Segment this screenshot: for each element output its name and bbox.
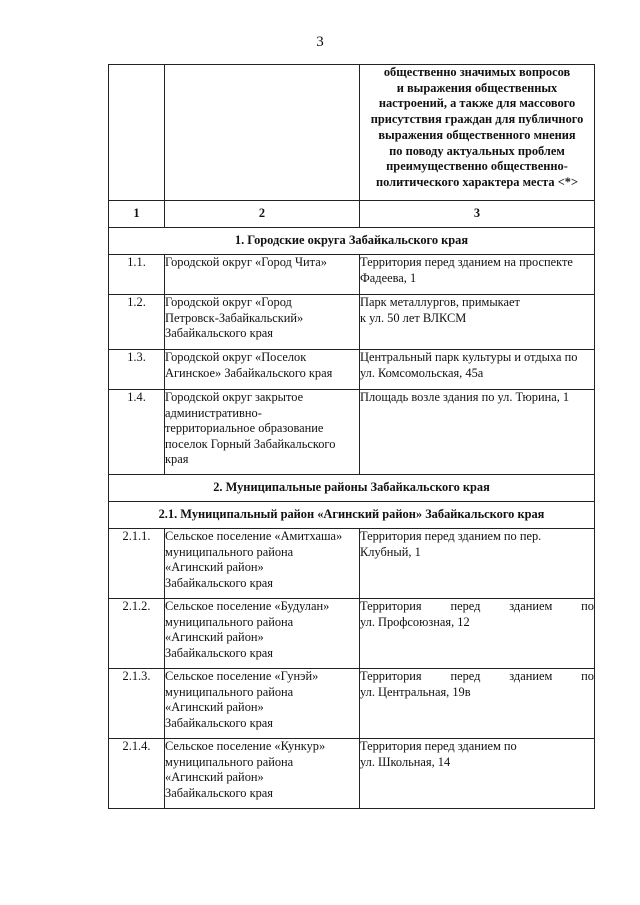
municipality-line: Забайкальского края <box>165 326 273 340</box>
row-number: 1.3. <box>109 350 165 390</box>
municipality-cell <box>165 669 360 739</box>
municipality-line: муниципального района <box>165 544 294 559</box>
header-text-line: выражения общественного мнения <box>378 127 576 142</box>
column-number-row <box>109 201 595 228</box>
place-word: Территория <box>360 669 422 683</box>
municipality-line: Агинское» Забайкальского края <box>165 365 333 380</box>
section-title: 1. Городские округа Забайкальского края <box>109 228 595 255</box>
municipality-cell <box>165 295 360 350</box>
row-number: 1.2. <box>109 295 165 350</box>
municipality-line: поселок Горный Забайкальского <box>165 436 336 451</box>
header-cell-2 <box>165 65 360 201</box>
municipality-line: Городской округ закрытое <box>165 390 304 404</box>
place-cell <box>360 390 595 475</box>
place-line: Фадеева, 1 <box>360 270 417 285</box>
place-word: перед <box>450 599 481 613</box>
municipality-line: Забайкальского края <box>165 645 273 660</box>
municipality-cell <box>165 255 360 295</box>
place-cell <box>360 529 595 599</box>
section-row <box>109 475 595 502</box>
municipality-line: Сельское поселение «Гунэй» <box>165 669 319 683</box>
header-cell-3 <box>360 65 595 201</box>
table-row <box>109 529 595 599</box>
place-line: Территория перед зданием по пер. <box>360 529 542 543</box>
section-row <box>109 228 595 255</box>
place-line: Территория перед зданием по <box>360 739 517 753</box>
subsection-row <box>109 502 595 529</box>
municipality-cell <box>165 599 360 669</box>
row-number: 2.1.2. <box>109 599 165 669</box>
header-text-line: по поводу актуальных проблем <box>389 143 565 158</box>
row-number: 2.1.4. <box>109 739 165 809</box>
place-line: ул. Профсоюзная, 12 <box>360 614 470 629</box>
place-word: перед <box>450 669 481 683</box>
row-number: 2.1.3. <box>109 669 165 739</box>
municipality-cell <box>165 390 360 475</box>
place-line: Площадь возле здания по ул. Тюрина, 1 <box>360 390 570 404</box>
municipality-line: муниципального района <box>165 684 294 699</box>
municipality-line: Городской округ «Город <box>165 295 292 309</box>
section-title: 2. Муниципальные районы Забайкальского края <box>109 475 595 502</box>
place-line: к ул. 50 лет ВЛКСМ <box>360 310 467 325</box>
place-line: ул. Комсомольская, 45а <box>360 365 484 380</box>
table-row <box>109 255 595 295</box>
table-row <box>109 739 595 809</box>
table-row <box>109 350 595 390</box>
municipality-line: Городской округ «Поселок <box>165 350 307 364</box>
table-row <box>109 669 595 739</box>
row-number: 1.4. <box>109 390 165 475</box>
header-text-line: преимущественно общественно- <box>386 159 568 174</box>
municipality-line: Забайкальского края <box>165 575 273 590</box>
municipality-line: «Агинский район» <box>165 630 264 644</box>
municipality-cell <box>165 350 360 390</box>
municipality-cell <box>165 739 360 809</box>
place-line: Клубный, 1 <box>360 544 421 559</box>
header-cell-1 <box>109 65 165 201</box>
place-line: ул. Центральная, 19в <box>360 684 471 699</box>
municipality-line: муниципального района <box>165 614 294 629</box>
place-line: ул. Школьная, 14 <box>360 754 451 769</box>
place-line: Центральный парк культуры и отдыха по <box>360 350 578 364</box>
place-cell <box>360 739 595 809</box>
header-row <box>109 65 595 201</box>
place-word: зданием <box>509 669 553 683</box>
municipality-line: Сельское поселение «Будулан» <box>165 599 330 613</box>
place-word: зданием <box>509 599 553 613</box>
places-table <box>108 64 595 809</box>
row-number: 1.1. <box>109 255 165 295</box>
header-text-line: общественно значимых вопросов <box>383 65 571 79</box>
table-row <box>109 599 595 669</box>
place-cell <box>360 599 595 669</box>
municipality-line: муниципального района <box>165 754 294 769</box>
municipality-cell <box>165 529 360 599</box>
municipality-line: «Агинский район» <box>165 560 264 574</box>
page-number: 3 <box>316 34 324 50</box>
header-text-line: присутствия граждан для публичного <box>370 112 584 127</box>
place-cell <box>360 350 595 390</box>
municipality-line: «Агинский район» <box>165 700 264 714</box>
municipality-line: края <box>165 452 189 466</box>
header-text-line: и выражения общественных <box>396 80 558 95</box>
municipality-line: Забайкальского края <box>165 785 273 800</box>
header-text-line: настроений, а также для массового <box>378 96 576 111</box>
column-number-3: 3 <box>360 201 595 228</box>
place-word: Территория <box>360 599 422 613</box>
place-line: Парк металлургов, примыкает <box>360 295 520 309</box>
place-word: по <box>581 599 594 613</box>
place-justified-line <box>360 599 594 615</box>
table-row <box>109 295 595 350</box>
municipality-line: «Агинский район» <box>165 770 264 784</box>
place-line: Территория перед зданием на проспекте <box>360 255 573 269</box>
table-row <box>109 390 595 475</box>
municipality-line: Сельское поселение «Кункур» <box>165 739 326 753</box>
place-cell <box>360 255 595 295</box>
place-cell <box>360 669 595 739</box>
municipality-line: административно- <box>165 405 262 420</box>
municipality-line: территориальное образование <box>165 421 324 435</box>
column-number-2: 2 <box>165 201 360 228</box>
subsection-title: 2.1. Муниципальный район «Агинский район» Забайкальского края <box>109 502 595 529</box>
place-justified-line <box>360 669 594 685</box>
municipality-line: Петровск-Забайкальский» <box>165 310 304 325</box>
municipality-line: Забайкальского края <box>165 715 273 730</box>
column-number-1: 1 <box>109 201 165 228</box>
place-cell <box>360 295 595 350</box>
row-number: 2.1.1. <box>109 529 165 599</box>
municipality-line: Сельское поселение «Амитхаша» <box>165 529 343 543</box>
municipality-line: Городской округ «Город Чита» <box>165 255 327 269</box>
place-word: по <box>581 669 594 683</box>
header-text-line: политического характера места <*> <box>375 174 579 189</box>
